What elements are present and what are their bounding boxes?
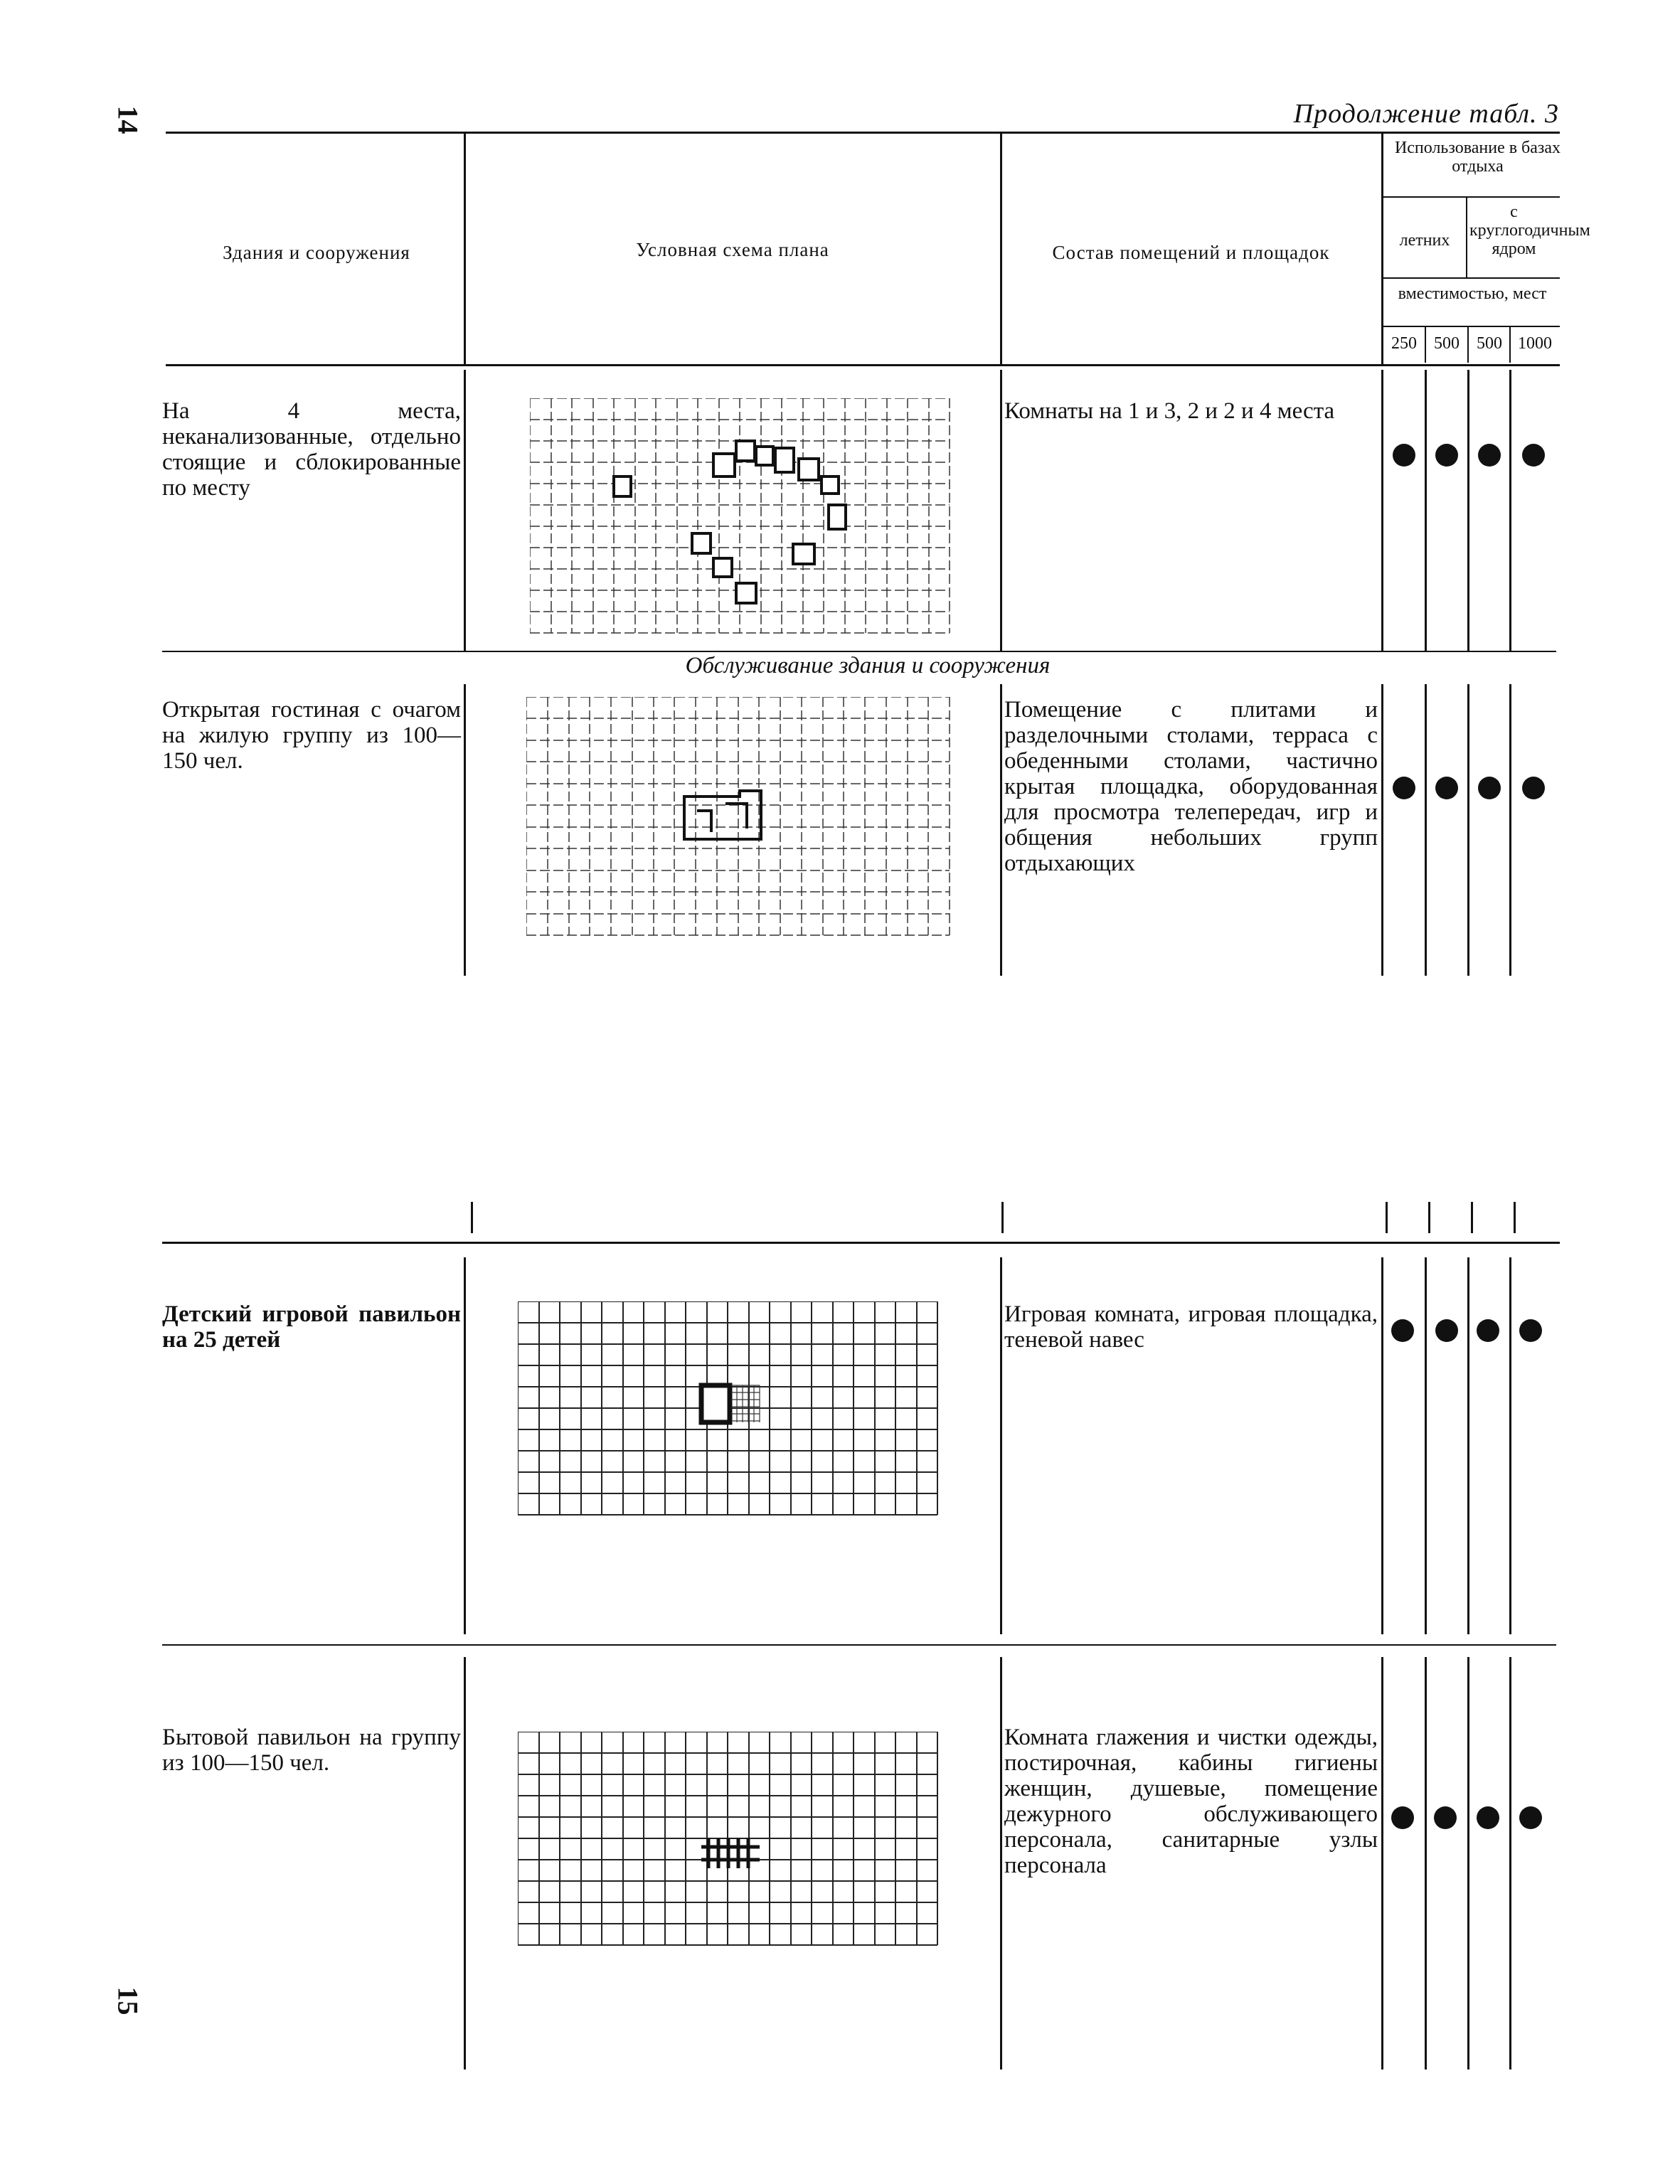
cap-div-1 xyxy=(1425,327,1426,363)
r4-div-4 xyxy=(1425,1657,1427,2070)
page-number-bottom: 15 xyxy=(112,1986,144,2015)
r4-div-5 xyxy=(1467,1657,1469,2070)
row1-bottom-rule xyxy=(162,651,1556,652)
row1-usage-500 xyxy=(1435,444,1458,467)
r2-div-5 xyxy=(1467,684,1469,976)
row3-plan-scheme xyxy=(518,1301,945,1547)
r4-div-1 xyxy=(464,1657,466,2070)
row4-rooms: Комната глажения и чистки одежды, постирочная, кабины гигиены женщин, душевые, помещение дежурного обслуживающего персонала, санитарные узлы персонала xyxy=(1004,1725,1378,1878)
capacity-250: 250 xyxy=(1391,334,1417,353)
row1-usage-500-yr xyxy=(1478,444,1501,467)
row4-usage-1000 xyxy=(1519,1806,1542,1829)
continuation-top-rule xyxy=(162,1242,1560,1244)
header-divider-2 xyxy=(1000,132,1002,366)
row3-usage-500 xyxy=(1435,1319,1458,1342)
row4-usage-250 xyxy=(1391,1806,1414,1829)
row2-usage-250 xyxy=(1393,777,1415,799)
row3-usage-250 xyxy=(1391,1319,1414,1342)
row2-plan-scheme xyxy=(526,697,953,939)
pb-mark-5 xyxy=(1471,1202,1473,1233)
section-title: Обслуживание здания и сооружения xyxy=(685,653,1051,678)
header-rooms: Состав помещений и площадок xyxy=(1052,242,1330,263)
header-divider-1 xyxy=(464,132,466,366)
r4-div-3 xyxy=(1381,1657,1383,2070)
header-bottom-rule xyxy=(166,364,1560,366)
pb-mark-1 xyxy=(471,1202,473,1233)
header-scheme: Условная схема плана xyxy=(636,239,829,260)
r3-div-2 xyxy=(1000,1257,1002,1634)
r3-div-1 xyxy=(464,1257,466,1634)
row1-usage-250 xyxy=(1393,444,1415,467)
r1-div-3 xyxy=(1381,370,1383,651)
r4-div-2 xyxy=(1000,1657,1002,2070)
row3-bottom-rule xyxy=(162,1644,1556,1646)
pb-mark-2 xyxy=(1001,1202,1004,1233)
row2-usage-1000 xyxy=(1522,777,1545,799)
row3-usage-500-yr xyxy=(1477,1319,1499,1342)
r1-div-1 xyxy=(464,370,466,651)
r3-div-4 xyxy=(1425,1257,1427,1634)
r3-div-5 xyxy=(1467,1257,1469,1634)
r2-div-3 xyxy=(1381,684,1383,976)
r2-div-1 xyxy=(464,684,466,976)
capacity-rule-2 xyxy=(1383,326,1560,327)
row3-building: Детский игровой павильон на 25 детей xyxy=(162,1301,461,1353)
page-number-top: 14 xyxy=(112,105,144,134)
header-divider-3 xyxy=(1381,132,1383,366)
row2-rooms: Помещение с плитами и разделочными столами, терраса с обеденными столами, частично крытая площадка, оборудованная для просмотра телепередач, игр и общения небольших групп отдыхающих xyxy=(1004,697,1378,876)
continuation-title: Продолжение табл. 3 xyxy=(1293,99,1559,129)
pb-mark-4 xyxy=(1428,1202,1430,1233)
r1-div-4 xyxy=(1425,370,1427,651)
capacity-500a: 500 xyxy=(1434,334,1460,353)
row2-building: Открытая гостиная с очагом на жилую группу из 100—150 чел. xyxy=(162,697,461,774)
capacity-500b: 500 xyxy=(1477,334,1502,353)
pb-mark-3 xyxy=(1386,1202,1388,1233)
r3-div-3 xyxy=(1381,1257,1383,1634)
capacity-rule xyxy=(1383,277,1560,279)
row2-usage-500 xyxy=(1435,777,1458,799)
row3-rooms: Игровая комната, игровая площадка, теневой навес xyxy=(1004,1301,1378,1353)
row4-building: Бытовой павильон на группу из 100—150 чел. xyxy=(162,1725,461,1776)
r1-div-2 xyxy=(1000,370,1002,651)
capacity-1000: 1000 xyxy=(1518,334,1552,353)
row4-plan-scheme xyxy=(518,1732,945,1956)
pb-mark-6 xyxy=(1514,1202,1516,1233)
header-usage: Использование в базах отдыха xyxy=(1394,139,1561,176)
r1-div-5 xyxy=(1467,370,1469,651)
row4-usage-500-yr xyxy=(1477,1806,1499,1829)
r2-div-6 xyxy=(1509,684,1511,976)
row1-rooms: Комнаты на 1 и 3, 2 и 2 и 4 места xyxy=(1004,398,1335,424)
r1-div-6 xyxy=(1509,370,1511,651)
row2-usage-500-yr xyxy=(1478,777,1501,799)
row3-usage-1000 xyxy=(1519,1319,1542,1342)
header-top-rule xyxy=(166,132,1560,134)
header-capacity: вместимостью, мест xyxy=(1398,284,1547,303)
cap-div-3 xyxy=(1509,327,1511,363)
r2-div-2 xyxy=(1000,684,1002,976)
header-buildings: Здания и сооружения xyxy=(223,242,410,263)
row1-plan-scheme xyxy=(530,398,953,636)
usage-split xyxy=(1466,198,1467,277)
r4-div-6 xyxy=(1509,1657,1511,2070)
cap-div-2 xyxy=(1467,327,1469,363)
row1-building: На 4 места, неканализованные, отдельно стоящие и сблокированные по месту xyxy=(162,398,461,501)
r3-div-6 xyxy=(1509,1257,1511,1634)
r2-div-4 xyxy=(1425,684,1427,976)
row1-usage-1000 xyxy=(1522,444,1545,467)
header-year-round: с круглогодичным ядром xyxy=(1469,203,1590,258)
usage-rule xyxy=(1383,196,1560,198)
row4-usage-500 xyxy=(1434,1806,1457,1829)
header-summer: летних xyxy=(1399,231,1450,250)
